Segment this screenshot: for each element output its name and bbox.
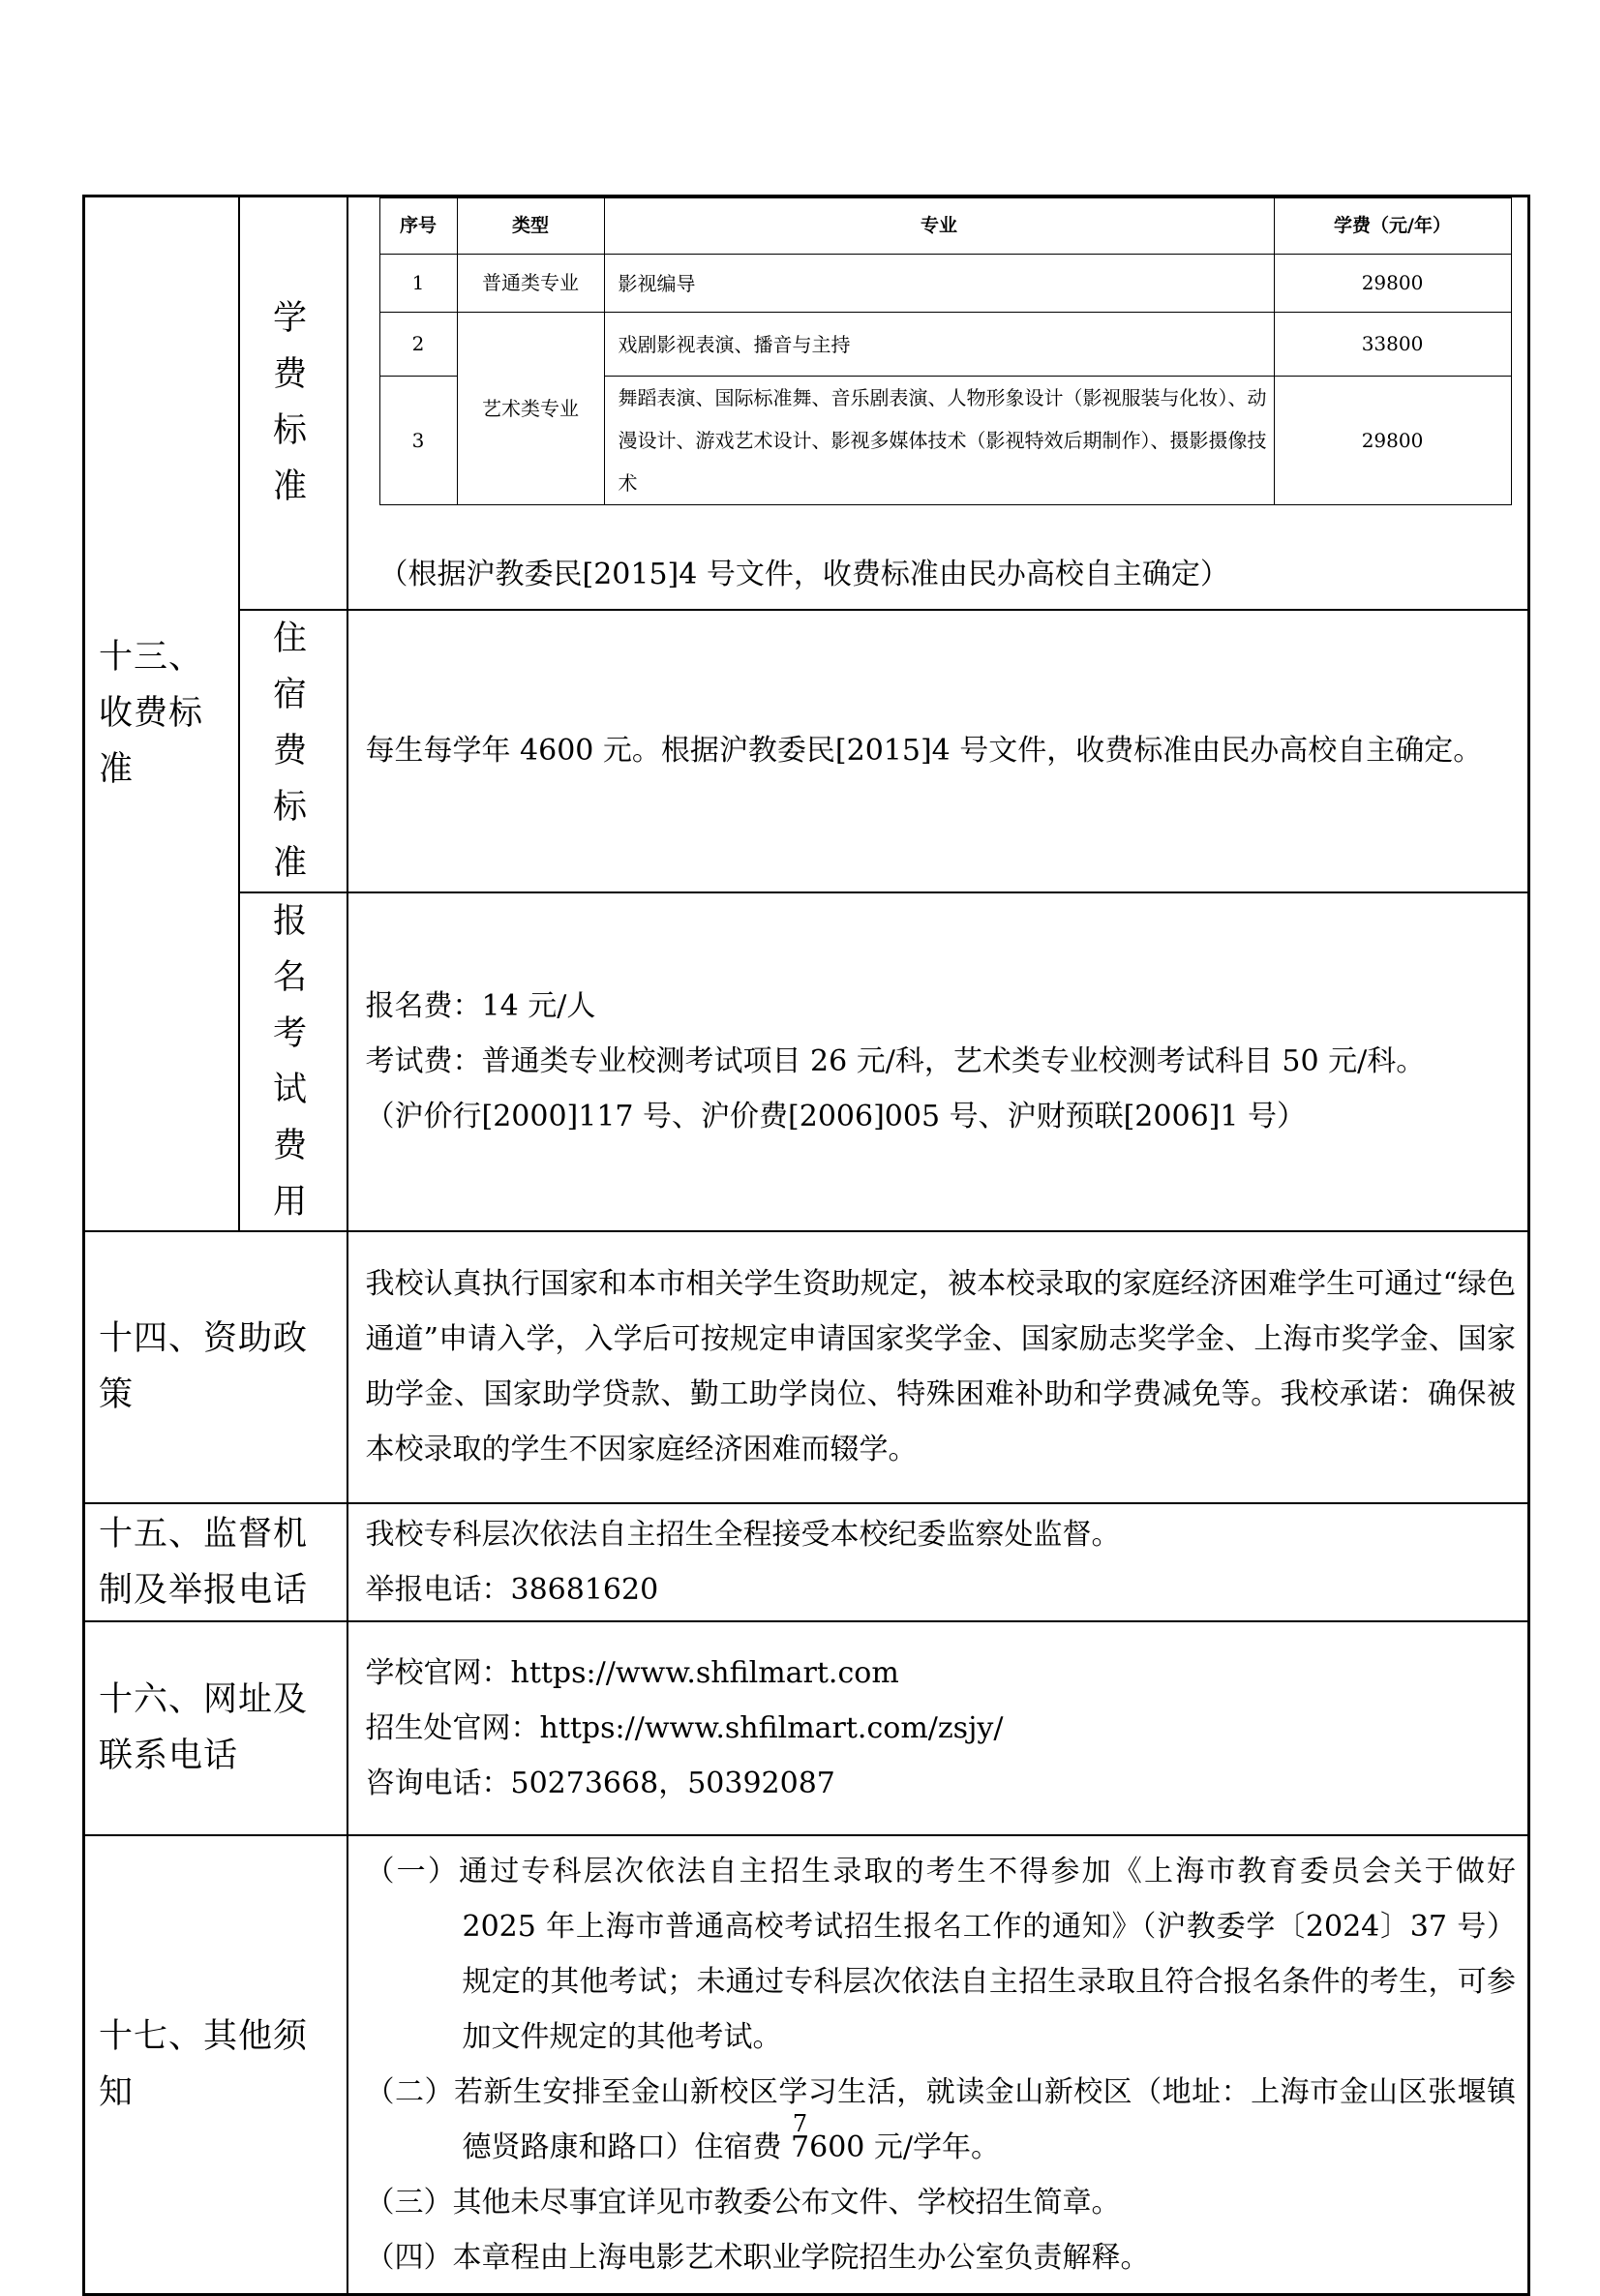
exam-line-3: （沪价行[2000]117 号、沪价费[2006]005 号、沪财预联[2006]1 号） bbox=[365, 1100, 1306, 1133]
tuition-row bbox=[84, 196, 1529, 610]
school-website: 学校官网：https://www.shfilmart.com bbox=[365, 1655, 899, 1690]
consult-phone: 咨询电话：50273668，50392087 bbox=[365, 1766, 835, 1800]
tuition-note: （根据沪教委民[2015]4 号文件，收费标准由民办高校自主确定） bbox=[378, 558, 1229, 591]
aid-content bbox=[347, 1231, 1529, 1503]
row2-fee: 33800 bbox=[1274, 313, 1511, 377]
notice-item-3: （三）其他未尽事宜详见市教委公布文件、学校招生简章。 bbox=[365, 2185, 1121, 2220]
aid-text: 我校认真执行国家和本市相关学生资助规定，被本校录取的家庭经济困难学生可通过“绿色通道”申请入学，入学后可按规定申请国家奖学金、国家励志奖学金、上海市奖学金、国家助学金、国家助学贷款、勤工助学岗位、特殊困难补助和学费减免等。我校承诺：确保被本校录取的学生不因家庭经济困难而辍学。 bbox=[365, 1267, 1516, 1466]
admissions-table bbox=[82, 195, 1530, 2296]
row2-majors: 戏剧影视表演、播音与主持 bbox=[604, 313, 1274, 377]
notice-item-2: （二）若新生安排至金山新校区学习生活，就读金山新校区（地址：上海市金山区张堰镇德贤路康和路口）住宿费 7600 元/学年。 bbox=[365, 2074, 1516, 2164]
page-number: 7 bbox=[792, 2110, 808, 2137]
row3-no: 3 bbox=[379, 377, 457, 505]
notice-content bbox=[347, 1835, 1529, 2295]
row2-no: 2 bbox=[379, 313, 457, 377]
header-no: 序号 bbox=[379, 198, 457, 255]
admissions-website: 招生处官网：https://www.shfilmart.com/zsjy/ bbox=[365, 1710, 1004, 1745]
supervision-content bbox=[347, 1503, 1529, 1621]
row3-fee: 29800 bbox=[1274, 377, 1511, 505]
tuition-content bbox=[347, 196, 1529, 610]
header-major: 专业 bbox=[604, 198, 1274, 255]
row1-type: 普通类专业 bbox=[457, 255, 604, 313]
tuition-wrap bbox=[366, 197, 1517, 604]
exam-fee-label: 报名考试费用 bbox=[239, 892, 347, 1231]
row3-majors: 舞蹈表演、国际标准舞、音乐剧表演、人物形象设计（影视服装与化妆）、动漫设计、游戏艺术设计、影视多媒体技术（影视特效后期制作）、摄影摄像技术 bbox=[604, 377, 1274, 505]
row1-majors: 影视编导 bbox=[604, 255, 1274, 313]
section14-title: 十四、资助政策 bbox=[84, 1231, 347, 1503]
row2-type: 艺术类专业 bbox=[457, 313, 604, 505]
section17-title: 十七、其他须知 bbox=[84, 1835, 347, 2295]
header-type: 类型 bbox=[457, 198, 604, 255]
contact-row bbox=[84, 1621, 1529, 1835]
lodging-label: 住宿费标准 bbox=[239, 610, 347, 892]
notice-item-1: （一）通过专科层次依法自主招生录取的考生不得参加《上海市教育委员会关于做好 2025 年上海市普通高校考试招生报名工作的通知》（沪教委学〔2024〕37 号）规定的其他考试；未通过专科层次依法自主招生录取且符合报名条件的考生，可参加文件规定的其他考试。 bbox=[365, 1854, 1516, 2054]
exam-line-2: 考试费：普通类专业校测考试项目 26 元/科，艺术类专业校测考试科目 50 元/科。 bbox=[365, 1044, 1426, 1078]
tuition-header-row bbox=[379, 198, 1511, 255]
exam-fee-row bbox=[84, 892, 1529, 1231]
aid-row bbox=[84, 1231, 1529, 1503]
lodging-text: 每生每学年 4600 元。根据沪教委民[2015]4 号文件，收费标准由民办高校自主确定。 bbox=[365, 734, 1483, 768]
lodging-row bbox=[84, 610, 1529, 892]
section15-title: 十五、监督机制及举报电话 bbox=[84, 1503, 347, 1621]
row1-fee: 29800 bbox=[1274, 255, 1511, 313]
tuition-label: 学费标准 bbox=[239, 196, 347, 610]
tuition-table bbox=[379, 197, 1512, 505]
report-phone: 举报电话：38681620 bbox=[365, 1572, 659, 1607]
header-fee: 学费（元/年） bbox=[1274, 198, 1511, 255]
exam-fee-content bbox=[347, 892, 1529, 1231]
contact-content bbox=[347, 1621, 1529, 1835]
supervision-line-1: 我校专科层次依法自主招生全程接受本校纪委监察处监督。 bbox=[365, 1517, 1121, 1552]
section16-title: 十六、网址及联系电话 bbox=[84, 1621, 347, 1835]
section13-title: 十三、收费标准 bbox=[84, 196, 239, 1231]
notice-row bbox=[84, 1835, 1529, 2295]
table-row bbox=[379, 255, 1511, 313]
row1-no: 1 bbox=[379, 255, 457, 313]
lodging-content bbox=[347, 610, 1529, 892]
exam-line-1: 报名费：14 元/人 bbox=[365, 989, 596, 1023]
notice-item-4: （四）本章程由上海电影艺术职业学院招生办公室负责解释。 bbox=[365, 2240, 1150, 2275]
supervision-row bbox=[84, 1503, 1529, 1621]
table-row bbox=[379, 313, 1511, 377]
